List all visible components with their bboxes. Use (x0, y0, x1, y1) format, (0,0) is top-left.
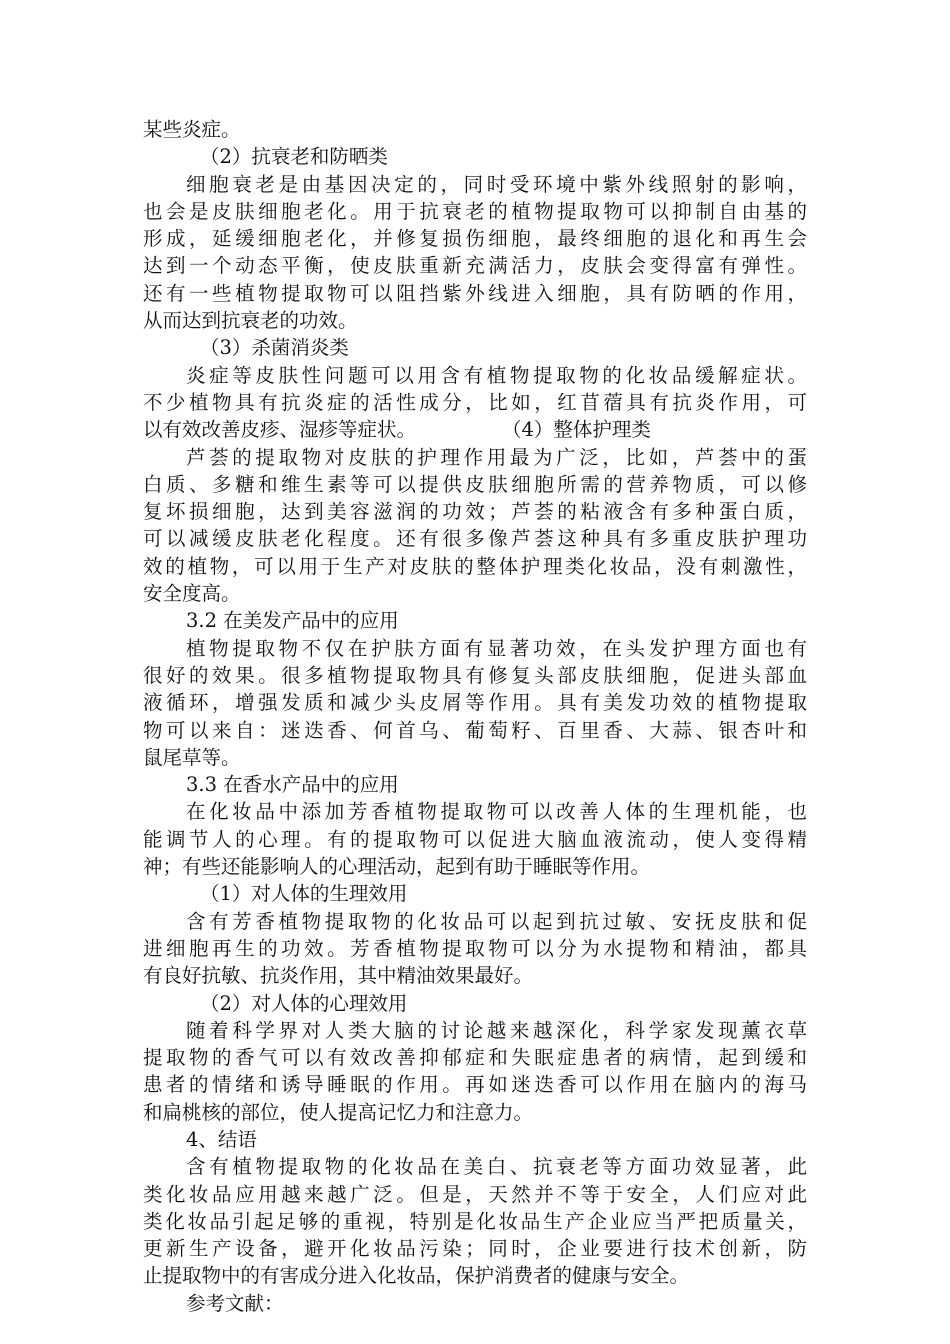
paragraph-line: 可以减缓皮肤老化程度。还有很多像芦荟这种具有多重皮肤护理功 (143, 527, 807, 551)
paragraph-line: 患者的情绪和诱导睡眠的作用。再如迷迭香可以作用在脑内的海马 (143, 1073, 807, 1097)
paragraph-line: 细胞衰老是由基因决定的，同时受环境中紫外线照射的影响， (186, 172, 807, 196)
paragraph-line: 含有芳香植物提取物的化妆品可以起到抗过敏、安抚皮肤和促 (186, 909, 807, 933)
paragraph-line: 效的植物，可以用于生产对皮肤的整体护理类化妆品，没有刺激性， (143, 554, 807, 578)
section-heading: 4、结语 (186, 1127, 257, 1151)
section-heading: （4）整体护理类 (502, 418, 651, 442)
paragraph-line: 更新生产设备，避开化妆品污染；同时，企业要进行技术创新，防 (143, 1237, 807, 1261)
section-heading: 3.3 在香水产品中的应用 (186, 773, 399, 797)
paragraph-line: 不少植物具有抗炎症的活性成分，比如，红苜蓿具有抗炎作用，可 (143, 390, 807, 414)
paragraph-line: 达到一个动态平衡，使皮肤重新充满活力，皮肤会变得富有弹性。 (143, 254, 807, 278)
paragraph-line: 有良好抗敏、抗炎作用，其中精油效果最好。 (143, 964, 534, 988)
paragraph-line: 进细胞再生的功效。芳香植物提取物可以分为水提物和精油，都具 (143, 936, 807, 960)
section-heading: （2）对人体的心理效用 (200, 991, 408, 1015)
paragraph-line: 物可以来自：迷迭香、何首乌、葡萄籽、百里香、大蒜、银杏叶和 (143, 718, 807, 742)
paragraph-line: 白质、多糖和维生素等可以提供皮肤细胞所需的营养物质，可以修 (143, 472, 807, 496)
paragraph-line: 炎症等皮肤性问题可以用含有植物提取物的化妆品缓解症状。 (186, 363, 807, 387)
paragraph-line (143, 416, 807, 443)
section-heading: （3）杀菌消炎类 (200, 336, 349, 360)
paragraph-line: 能调节人的心理。有的提取物可以促进大脑血液流动，使人变得精 (143, 827, 807, 851)
paragraph-line: 芦荟的提取物对皮肤的护理作用最为广泛，比如，芦荟中的蛋 (186, 445, 807, 469)
paragraph-line: 在化妆品中添加芳香植物提取物可以改善人体的生理机能，也 (186, 800, 807, 824)
paragraph-line: 液循环，增强发质和减少头皮屑等作用。具有美发功效的植物提取 (143, 691, 807, 715)
references-heading: 参考文献： (186, 1291, 284, 1315)
paragraph-line: 形成，延缓细胞老化，并修复损伤细胞，最终细胞的退化和再生会 (143, 227, 807, 251)
paragraph-line: 随着科学界对人类大脑的讨论越来越深化，科学家发现薰衣草 (186, 1018, 807, 1042)
document-page (143, 116, 807, 1317)
paragraph-line: 类化妆品应用越来越广泛。但是，天然并不等于安全，人们应对此 (143, 1182, 807, 1206)
paragraph-line: 和扁桃核的部位，使人提高记忆力和注意力。 (143, 1100, 534, 1124)
paragraph-line: 止提取物中的有害成分进入化妆品，保护消费者的健康与安全。 (143, 1264, 690, 1288)
paragraph-line: 从而达到抗衰老的功效。 (143, 309, 358, 333)
paragraph-line: 还有一些植物提取物可以阻挡紫外线进入细胞，具有防晒的作用， (143, 281, 807, 305)
paragraph-line: 类化妆品引起足够的重视，特别是化妆品生产企业应当严把质量关， (143, 1209, 807, 1233)
paragraph-line: 植物提取物不仅在护肤方面有显著功效，在头发护理方面也有 (186, 636, 807, 660)
paragraph-line: 神；有些还能影响人的心理活动，起到有助于睡眠等作用。 (143, 855, 651, 879)
section-heading: （1）对人体的生理效用 (200, 882, 408, 906)
section-heading: 3.2 在美发产品中的应用 (186, 609, 399, 633)
paragraph-line: 很好的效果。很多植物提取物具有修复头部皮肤细胞，促进头部血 (143, 663, 807, 687)
paragraph-line: 复坏损细胞，达到美容滋润的功效；芦荟的粘液含有多种蛋白质， (143, 500, 807, 524)
paragraph-line: 含有植物提取物的化妆品在美白、抗衰老等方面功效显著，此 (186, 1155, 807, 1179)
paragraph-line: 提取物的香气可以有效改善抑郁症和失眠症患者的病情，起到缓和 (143, 1046, 807, 1070)
paragraph-line: 鼠尾草等。 (143, 745, 241, 769)
section-heading: （2）抗衰老和防晒类 (200, 145, 388, 169)
paragraph-line: 也会是皮肤细胞老化。用于抗衰老的植物提取物可以抑制自由基的 (143, 199, 807, 223)
paragraph-line: 安全度高。 (143, 582, 241, 606)
paragraph-fragment: 以有效改善皮疹、湿疹等症状。 (143, 418, 417, 442)
text-line: 某些炎症。 (143, 118, 241, 141)
